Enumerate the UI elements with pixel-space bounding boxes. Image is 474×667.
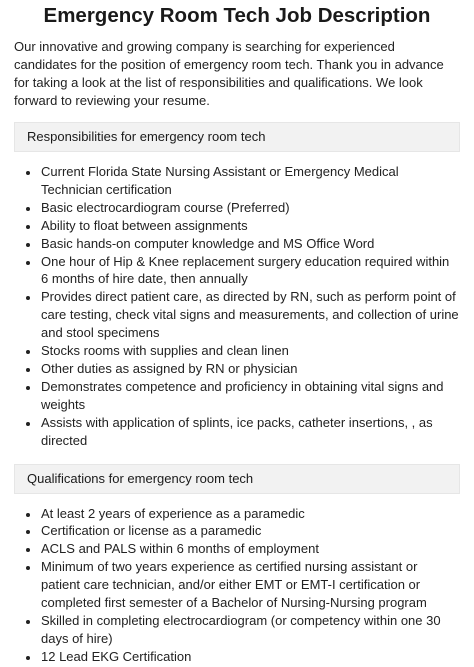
list-item: • Ability to float between assignments [40,217,460,235]
list-item: • Current Florida State Nursing Assistant or Emergency Medical Technician certification [40,163,460,199]
list-item: • Minimum of two years experience as certified nursing assistant or patient care technician, and/or either EMT or EMT-I certification or completed first semester of a Bachelor of Nursing-Nursing program [40,558,460,612]
list-item: • Stocks rooms with supplies and clean linen [40,342,460,360]
responsibilities-heading: Responsibilities for emergency room tech [14,122,460,152]
page-title: Emergency Room Tech Job Description [43,4,431,27]
list-item: • Other duties as assigned by RN or physician [40,360,460,378]
list-item: • 12 Lead EKG Certification [40,648,460,666]
qualifications-heading: Qualifications for emergency room tech [14,464,460,494]
list-item: • Provides direct patient care, as directed by RN, such as perform point of care testing, check vital signs and measurements, and collection of urine and stool specimens [40,288,460,342]
list-item: • Basic hands-on computer knowledge and MS Office Word [40,235,460,253]
list-item: • At least 2 years of experience as a paramedic [40,505,460,523]
list-item: • One hour of Hip & Knee replacement surgery education required within 6 months of hire date, then annually [40,253,460,289]
list-item: • ACLS and PALS within 6 months of employment [40,540,460,558]
list-item: • Skilled in completing electrocardiogram (or competency within one 30 days of hire) [40,612,460,648]
list-item: • Assists with application of splints, ice packs, catheter insertions, , as directed [40,414,460,450]
list-item: • Basic electrocardiogram course (Preferred) [40,199,460,217]
intro-paragraph: Our innovative and growing company is searching for experienced candidates for the position of emergency room tech. Thank you in advance for taking a look at the list of responsibilities and qualifications. We look forward to reviewing your resume. [14,39,444,108]
list-item: • Certification or license as a paramedic [40,522,460,540]
responsibilities-list [14,163,460,450]
list-item: • Demonstrates competence and proficiency in obtaining vital signs and weights [40,378,460,414]
qualifications-list [14,505,460,666]
